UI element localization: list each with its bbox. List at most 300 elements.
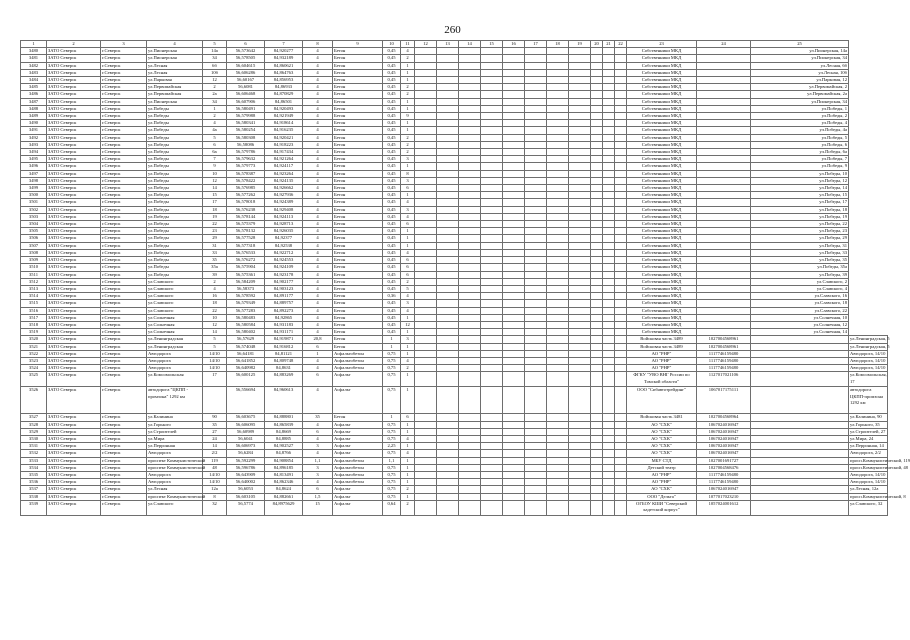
cell-col-22 [615, 55, 627, 62]
cell-col-4: ул.Парковая [147, 77, 203, 84]
cell-col-4: ул.Строителей [147, 428, 203, 435]
cell-col-23: Собственники МКД [627, 321, 697, 328]
cell-col-10: 0,45 [383, 141, 401, 148]
cell-col-1: 3520 [21, 336, 47, 343]
cell-col-26: просп.Коммунистический, 48 [850, 464, 908, 470]
cell-col-1: 3535 [21, 471, 47, 478]
cell-col-20 [591, 271, 603, 278]
cell-col-9: Асфальтобетон [333, 464, 383, 471]
cell-col-20 [591, 257, 603, 264]
cell-col-8: 6 [303, 372, 333, 387]
cell-col-24 [697, 264, 751, 271]
table-row [21, 285, 888, 292]
cell-col-14 [459, 163, 481, 170]
cell-col-6: 56,579786 [227, 149, 265, 156]
cell-col-6: 56,580491 [227, 105, 265, 112]
cell-col-16 [503, 343, 525, 350]
table-row [21, 127, 888, 134]
cell-col-24: 1027004568476 [697, 464, 751, 471]
cell-col-25 [751, 443, 849, 450]
cell-col-21 [603, 336, 615, 343]
cell-col-20 [591, 120, 603, 127]
cell-col-13 [437, 235, 459, 242]
cell-col-25 [751, 372, 849, 387]
cell-col-5: 2а [203, 91, 227, 98]
cell-col-17 [525, 307, 547, 314]
cell-col-3: г.Северск [101, 199, 147, 206]
cell-col-16 [503, 213, 525, 220]
cell-col-6: 56,578422 [227, 177, 265, 184]
cell-col-21 [603, 156, 615, 163]
table-row [21, 113, 888, 120]
cell-col-2: ЗАТО Северск [47, 300, 101, 307]
cell-col-24 [697, 185, 751, 192]
cell-col-2: ЗАТО Северск [47, 77, 101, 84]
cell-col-6: 56,606286 [227, 69, 265, 76]
cell-col-13 [437, 471, 459, 478]
cell-col-7: 84,813491 [265, 471, 303, 478]
cell-col-7: 84,924553 [265, 257, 303, 264]
cell-col-2: ЗАТО Северск [47, 62, 101, 69]
cell-col-2: ЗАТО Северск [47, 314, 101, 321]
cell-col-14 [459, 192, 481, 199]
cell-col-18 [547, 278, 569, 285]
cell-col-8: 4 [303, 156, 333, 163]
cell-col-24: 1067017175111 [697, 387, 751, 414]
cell-col-22 [615, 357, 627, 364]
cell-col-11: 6 [401, 185, 415, 192]
table-row [21, 242, 888, 249]
cell-col-2: ЗАТО Северск [47, 127, 101, 134]
cell-col-13 [437, 192, 459, 199]
cell-col-10: 0,45 [383, 213, 401, 220]
cell-col-15 [481, 163, 503, 170]
cell-col-2: ЗАТО Северск [47, 213, 101, 220]
cell-col-6: 56,64181 [227, 350, 265, 357]
cell-col-25 [751, 428, 849, 435]
cell-col-20 [591, 435, 603, 442]
cell-col-3: г.Северск [101, 69, 147, 76]
cell-col-15 [481, 185, 503, 192]
cell-col-19 [569, 300, 591, 307]
cell-col-9: Асфальтобетон [333, 350, 383, 357]
cell-col-4: Автодорога [147, 450, 203, 457]
cell-col-22 [615, 271, 627, 278]
column-number-row [21, 41, 888, 48]
cell-col-19 [569, 120, 591, 127]
cell-col-10: 0,45 [383, 300, 401, 307]
cell-col-25 [751, 343, 849, 350]
cell-col-6: 56,6041 [227, 435, 265, 442]
cell-col-23: АО "РНР" [627, 357, 697, 364]
cell-col-14 [459, 170, 481, 177]
cell-col-15 [481, 271, 503, 278]
table-row [21, 235, 888, 242]
cell-col-2: ЗАТО Северск [47, 464, 101, 471]
cell-col-1: 3505 [21, 228, 47, 235]
column-number-22: 22 [615, 41, 627, 48]
column-number-14: 14 [459, 41, 481, 48]
cell-col-18 [547, 443, 569, 450]
cell-col-10: 0,45 [383, 55, 401, 62]
cell-col-15 [481, 365, 503, 372]
cell-col-24 [697, 329, 751, 336]
table-row [21, 329, 888, 336]
cell-col-24 [697, 134, 751, 141]
column-number-5: 5 [203, 41, 227, 48]
cell-col-1: 3519 [21, 329, 47, 336]
cell-col-23: Собственники МКД [627, 48, 697, 55]
cell-col-16 [503, 336, 525, 343]
table-row [21, 293, 888, 300]
cell-col-23: АО "РНР" [627, 350, 697, 357]
cell-col-18 [547, 84, 569, 91]
cell-col-9: Бетон [333, 336, 383, 343]
cell-col-19 [569, 228, 591, 235]
cell-col-18 [547, 149, 569, 156]
cell-col-21 [603, 120, 615, 127]
cell-col-6: 56,603675 [227, 414, 265, 421]
cell-col-2: ЗАТО Северск [47, 134, 101, 141]
cell-col-9: Бетон [333, 285, 383, 292]
cell-col-17 [525, 457, 547, 464]
cell-col-15 [481, 293, 503, 300]
cell-col-16 [503, 293, 525, 300]
cell-col-15 [481, 264, 503, 271]
cell-col-3: г.Северск [101, 372, 147, 387]
cell-col-21 [603, 257, 615, 264]
cell-col-11: 6 [401, 414, 415, 421]
cell-col-14 [459, 428, 481, 435]
cell-col-17 [525, 285, 547, 292]
cell-col-17 [525, 62, 547, 69]
cell-col-5: 90 [203, 414, 227, 421]
cell-col-23: Собственники МКД [627, 156, 697, 163]
cell-col-18 [547, 48, 569, 55]
cell-col-25 [751, 336, 849, 343]
cell-col-13 [437, 336, 459, 343]
cell-col-11: 1 [401, 242, 415, 249]
cell-col-10: 2,25 [383, 443, 401, 450]
cell-col-5: 4 [203, 285, 227, 292]
cell-col-20 [591, 264, 603, 271]
cell-col-18 [547, 134, 569, 141]
cell-col-24 [697, 285, 751, 292]
cell-col-13 [437, 387, 459, 414]
cell-col-6: 56,606468 [227, 91, 265, 98]
cell-col-13 [437, 91, 459, 98]
cell-col-7: 84,902527 [265, 443, 303, 450]
cell-col-1: 3521 [21, 343, 47, 350]
cell-col-17 [525, 134, 547, 141]
cell-col-1: 3495 [21, 156, 47, 163]
cell-col-15 [481, 278, 503, 285]
cell-col-18 [547, 264, 569, 271]
cell-col-13 [437, 163, 459, 170]
cell-col-6: 56,574048 [227, 343, 265, 350]
cell-col-24: 1067024016947 [697, 435, 751, 442]
cell-col-17 [525, 213, 547, 220]
cell-col-14 [459, 228, 481, 235]
table-row [21, 48, 888, 55]
cell-col-9: Бетон [333, 105, 383, 112]
cell-col-14 [459, 156, 481, 163]
cell-col-3: г.Северск [101, 206, 147, 213]
cell-col-9: Бетон [333, 77, 383, 84]
table-row [21, 249, 888, 256]
cell-col-15 [481, 314, 503, 321]
cell-col-7: 84,809748 [265, 357, 303, 364]
cell-col-9: Бетон [333, 213, 383, 220]
cell-col-15 [481, 84, 503, 91]
cell-col-22 [615, 221, 627, 228]
cell-col-21 [603, 98, 615, 105]
cell-col-25: ул.Победы, 9 [751, 163, 849, 170]
cell-col-5: 48 [203, 464, 227, 471]
cell-col-11: 2 [401, 278, 415, 285]
cell-col-11: 3 [401, 177, 415, 184]
cell-col-19 [569, 464, 591, 471]
cell-col-24: 1027004568964 [697, 414, 751, 421]
cell-col-4: ул.Победы [147, 271, 203, 278]
cell-col-15 [481, 77, 503, 84]
cell-col-6: 56,58373 [227, 285, 265, 292]
cell-col-19 [569, 113, 591, 120]
cell-col-20 [591, 156, 603, 163]
cell-col-13 [437, 242, 459, 249]
cell-col-6: 56,579349 [227, 300, 265, 307]
cell-col-20 [591, 141, 603, 148]
cell-col-1: 3525 [21, 372, 47, 387]
cell-col-15 [481, 435, 503, 442]
cell-col-22 [615, 321, 627, 328]
cell-col-13 [437, 264, 459, 271]
cell-col-18 [547, 285, 569, 292]
cell-col-13 [437, 435, 459, 442]
cell-col-23: АО "СХК" [627, 435, 697, 442]
column-number-25: 25 [751, 41, 849, 48]
cell-col-17 [525, 199, 547, 206]
cell-col-11: 3 [401, 300, 415, 307]
cell-col-18 [547, 428, 569, 435]
cell-col-8: 4 [303, 185, 333, 192]
table-row [21, 134, 888, 141]
cell-col-8: 4 [303, 170, 333, 177]
cell-col-3: г.Северск [101, 242, 147, 249]
table-row [21, 91, 888, 98]
cell-col-4: ул.Победы [147, 257, 203, 264]
cell-col-20 [591, 365, 603, 372]
cell-col-20 [591, 91, 603, 98]
cell-col-9: Бетон [333, 206, 383, 213]
cell-col-19 [569, 242, 591, 249]
cell-col-16 [503, 163, 525, 170]
cell-col-5: 6 [203, 141, 227, 148]
cell-col-13 [437, 105, 459, 112]
cell-col-5: 35а [203, 264, 227, 271]
cell-col-23: Собственники МКД [627, 264, 697, 271]
cell-col-5: 6а [203, 149, 227, 156]
cell-col-10: 0,45 [383, 163, 401, 170]
cell-col-11: 3 [401, 156, 415, 163]
table-row [21, 120, 888, 127]
cell-col-15 [481, 141, 503, 148]
table-row [21, 357, 888, 364]
cell-col-1: 3534 [21, 464, 47, 471]
cell-col-26: Автодорога, 14/10 [849, 350, 888, 357]
cell-col-2: ЗАТО Северск [47, 428, 101, 435]
cell-col-25: ул.Славского, 2 [751, 278, 849, 285]
cell-col-8: 4 [303, 199, 333, 206]
cell-col-16 [503, 48, 525, 55]
cell-col-6: 56,578132 [227, 228, 265, 235]
cell-col-20 [591, 343, 603, 350]
cell-col-24 [697, 127, 751, 134]
cell-col-22 [615, 69, 627, 76]
cell-col-2: ЗАТО Северск [47, 48, 101, 55]
cell-col-21 [603, 141, 615, 148]
cell-col-9: Бетон [333, 91, 383, 98]
cell-col-25: ул.Победы, 23 [751, 228, 849, 235]
cell-col-4: ул.Победы [147, 177, 203, 184]
cell-col-9: Бетон [333, 314, 383, 321]
cell-col-9: Бетон [333, 300, 383, 307]
cell-col-6: 56,578144 [227, 213, 265, 220]
cell-col-6: 56,579773 [227, 163, 265, 170]
cell-col-9: Бетон [333, 62, 383, 69]
cell-col-3: г.Северск [101, 314, 147, 321]
cell-col-22 [615, 127, 627, 134]
cell-col-13 [437, 343, 459, 350]
cell-col-7: 84,896185 [265, 464, 303, 471]
cell-col-1: 3502 [21, 206, 47, 213]
cell-col-23: Собственники МКД [627, 271, 697, 278]
cell-col-11: 1 [401, 428, 415, 435]
cell-col-20 [591, 185, 603, 192]
cell-col-13 [437, 443, 459, 450]
cell-col-26: Автодорога, 2/2 [849, 450, 888, 457]
cell-col-22 [615, 500, 627, 515]
cell-col-24: 1067024016947 [697, 428, 751, 435]
cell-col-23: Собственники МКД [627, 257, 697, 264]
cell-col-17 [525, 314, 547, 321]
cell-col-19 [569, 479, 591, 486]
cell-col-16 [503, 134, 525, 141]
cell-col-14 [459, 450, 481, 457]
cell-col-15 [481, 471, 503, 478]
cell-col-4: ул.Славского [147, 293, 203, 300]
cell-col-4: ул.Пионерская [147, 98, 203, 105]
cell-col-5: 23 [203, 228, 227, 235]
cell-col-1: 3497 [21, 170, 47, 177]
cell-col-21 [603, 249, 615, 256]
cell-col-17 [525, 464, 547, 471]
cell-col-23: Войсковая часть 3489 [627, 343, 697, 350]
cell-col-21 [603, 228, 615, 235]
cell-col-12 [415, 163, 437, 170]
cell-col-26: ул.Ленинградская, 5 [850, 343, 890, 349]
cell-col-19 [569, 149, 591, 156]
cell-col-13 [437, 450, 459, 457]
cell-col-2: ЗАТО Северск [47, 450, 101, 457]
cell-col-1: 3523 [21, 357, 47, 364]
cell-col-8: 4 [303, 77, 333, 84]
cell-col-1: 3517 [21, 314, 47, 321]
cell-col-21 [603, 278, 615, 285]
cell-col-3: г.Северск [101, 185, 147, 192]
cell-col-25: ул.Лесная, 10б [751, 69, 849, 76]
cell-col-3: г.Северск [101, 435, 147, 442]
cell-col-26: Автодорога, 14/10 [849, 471, 888, 478]
cell-col-3: г.Северск [101, 307, 147, 314]
table-row [21, 443, 888, 450]
cell-col-7: 84,916812 [265, 343, 303, 350]
cell-col-8: 4 [303, 105, 333, 112]
cell-col-17 [525, 48, 547, 55]
cell-col-2: ЗАТО Северск [47, 343, 101, 350]
cell-col-8: 4 [303, 62, 333, 69]
cell-col-2: ЗАТО Северск [47, 293, 101, 300]
cell-col-16 [503, 249, 525, 256]
cell-col-2: ЗАТО Северск [47, 486, 101, 493]
cell-col-23: Собственники МКД [627, 127, 697, 134]
cell-col-22 [615, 91, 627, 98]
cell-col-20 [591, 372, 603, 387]
cell-col-19 [569, 307, 591, 314]
cell-col-17 [525, 242, 547, 249]
cell-col-11: 4 [401, 48, 415, 55]
cell-col-16 [503, 479, 525, 486]
cell-col-1: 3538 [21, 493, 47, 500]
cell-col-5: 12а [203, 486, 227, 493]
cell-col-17 [525, 84, 547, 91]
cell-col-18 [547, 91, 569, 98]
cell-col-15 [481, 120, 503, 127]
cell-col-22 [615, 206, 627, 213]
cell-col-17 [525, 443, 547, 450]
cell-col-15 [481, 170, 503, 177]
cell-col-20 [591, 113, 603, 120]
cell-col-12 [415, 300, 437, 307]
cell-col-2: ЗАТО Северск [47, 479, 101, 486]
cell-col-23: Собственники МКД [627, 163, 697, 170]
cell-col-25: ул.Победы, 39 [751, 271, 849, 278]
cell-col-18 [547, 206, 569, 213]
cell-col-5: 17 [203, 372, 227, 387]
cell-col-5: 15 [203, 192, 227, 199]
cell-col-14 [459, 91, 481, 98]
cell-col-11: 6 [401, 264, 415, 271]
cell-col-11: 2 [401, 91, 415, 98]
cell-col-22 [615, 479, 627, 486]
cell-col-18 [547, 457, 569, 464]
cell-col-2: ЗАТО Северск [47, 120, 101, 127]
cell-col-20 [591, 321, 603, 328]
cell-col-22 [615, 199, 627, 206]
cell-col-3: г.Северск [101, 156, 147, 163]
cell-col-17 [525, 177, 547, 184]
cell-col-13 [437, 84, 459, 91]
cell-col-18 [547, 242, 569, 249]
column-number-9: 9 [333, 41, 383, 48]
cell-col-3: г.Северск [101, 365, 147, 372]
cell-col-11: 8 [401, 170, 415, 177]
cell-col-11: 1 [401, 69, 415, 76]
cell-col-19 [569, 357, 591, 364]
cell-col-4: ул.Пионерская [147, 48, 203, 55]
cell-col-8: 4 [303, 55, 333, 62]
cell-col-14 [459, 105, 481, 112]
